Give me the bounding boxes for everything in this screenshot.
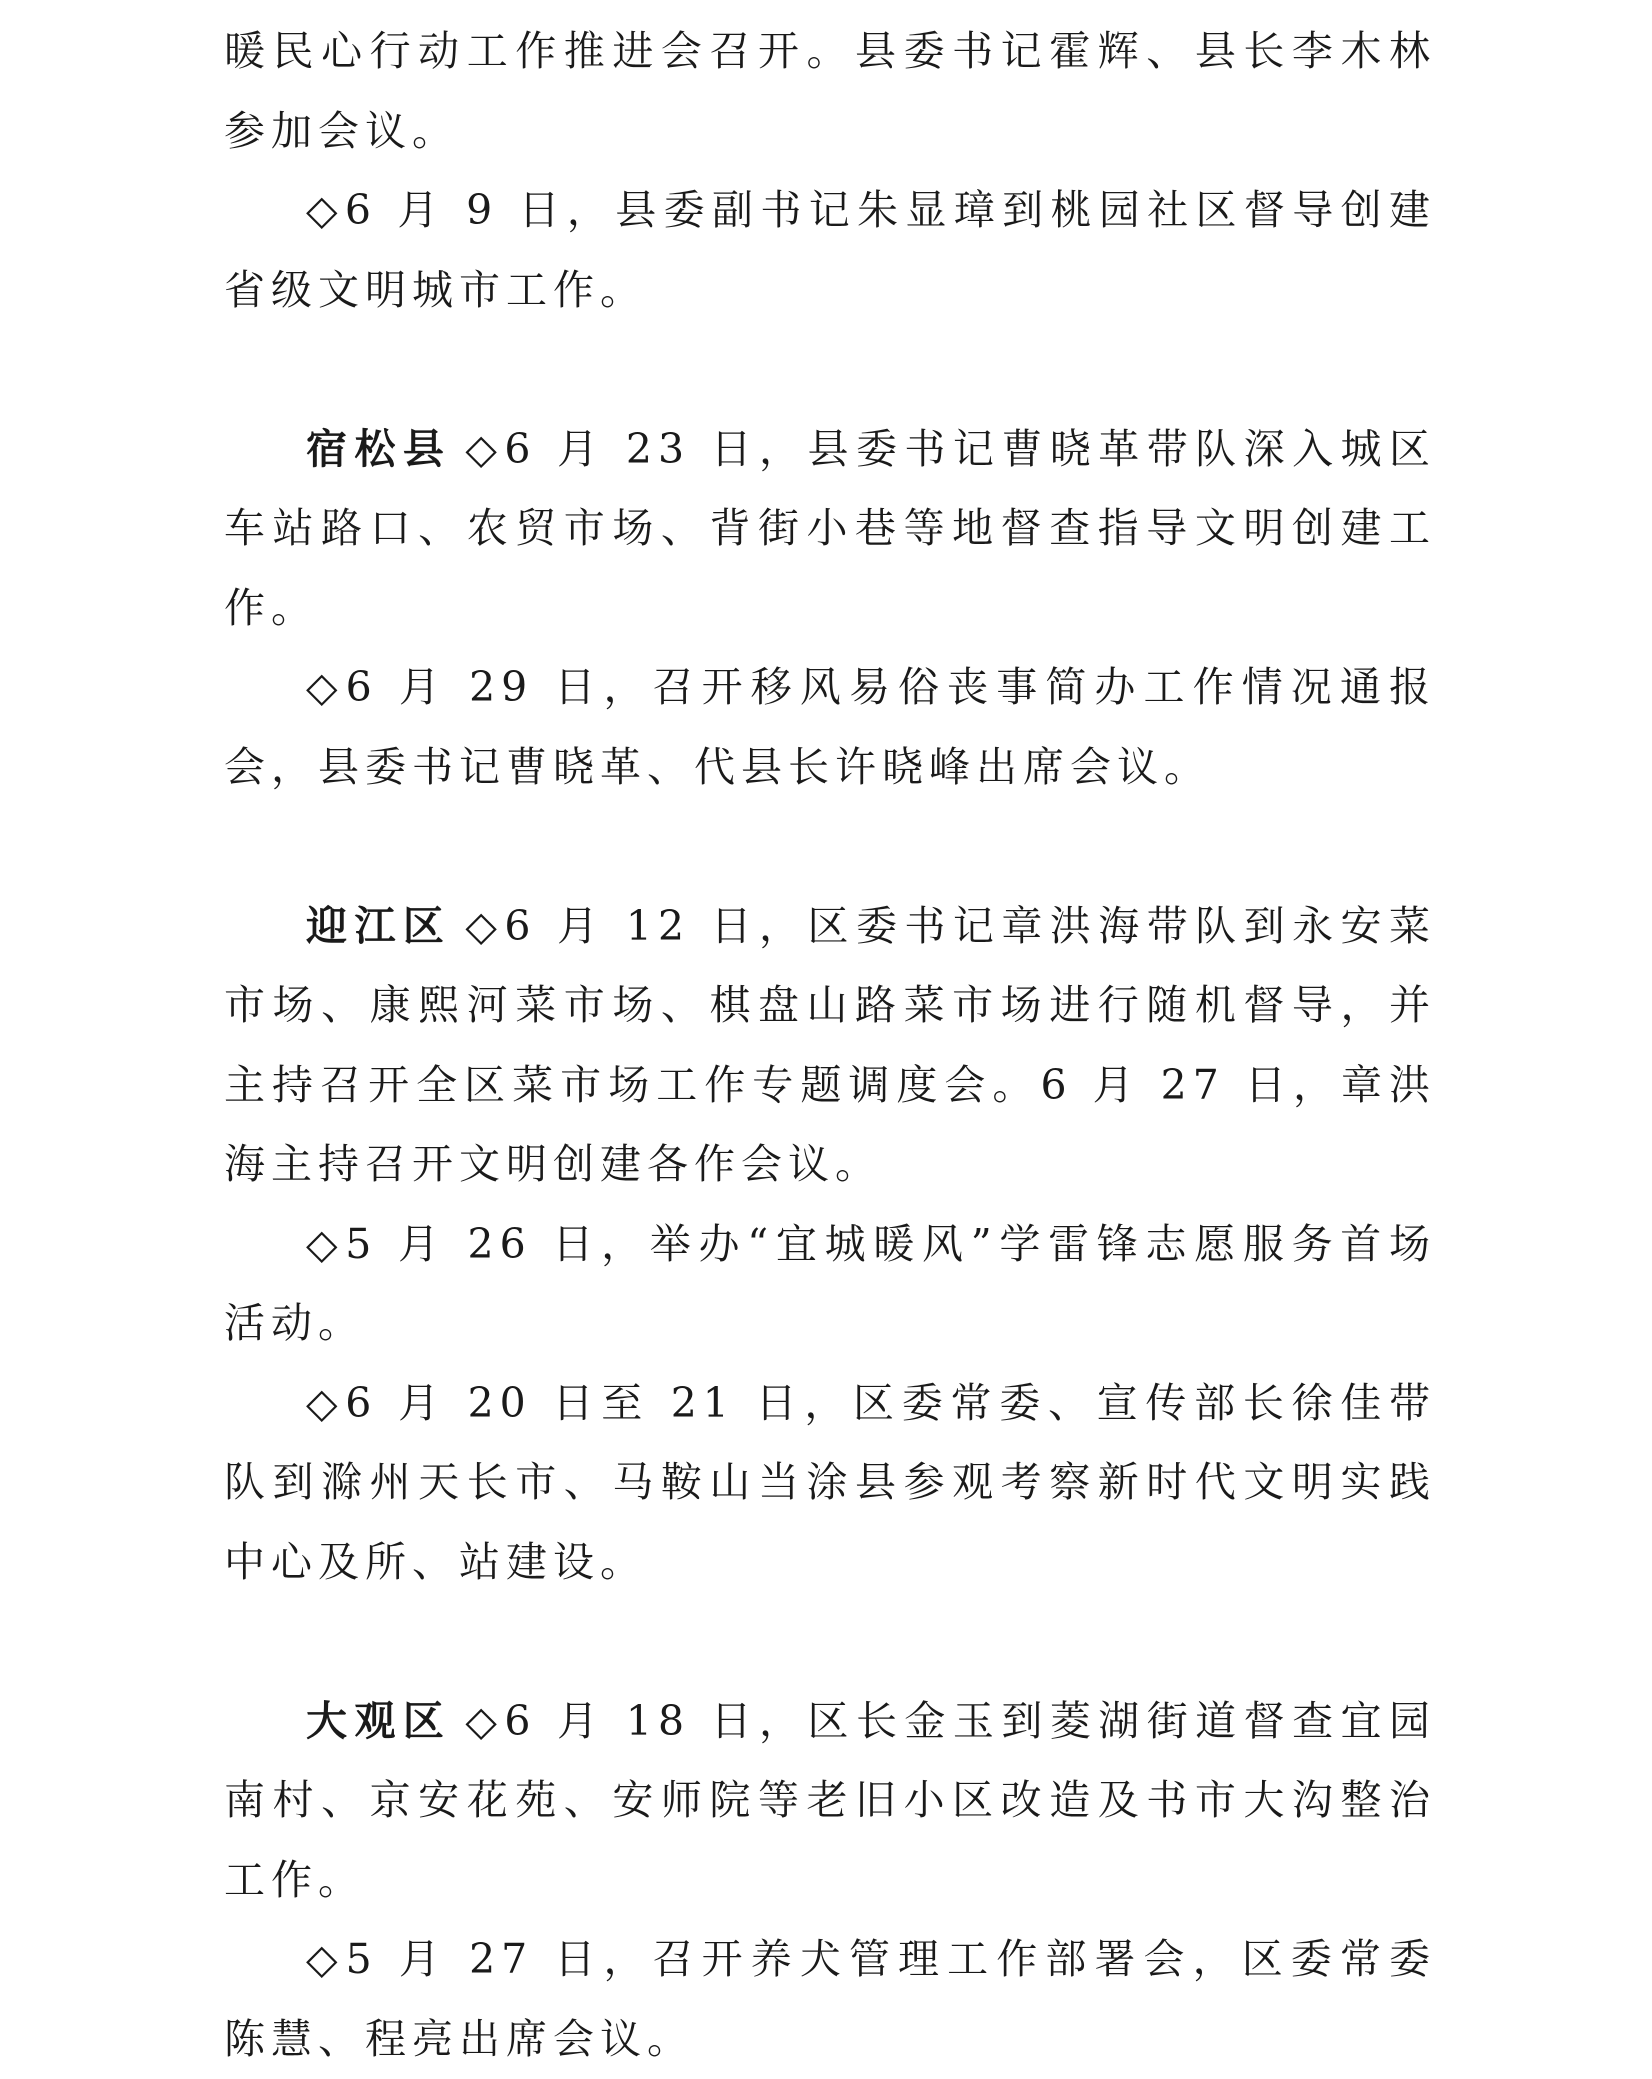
paragraph-1 — [224, 12, 1436, 171]
county-label-yingjiang: 迎江区 — [306, 901, 452, 950]
paragraph-5 — [224, 887, 1436, 1205]
paragraph-7 — [224, 1364, 1436, 1603]
paragraph-7-text: ◇6 月 20 日至 21 日，区委常委、宣传部长徐佳带队到滁州天长市、马鞍山当涂县参观考察新时代文明实践中心及所、站建设。 — [224, 1378, 1436, 1586]
paragraph-6 — [224, 1205, 1436, 1364]
paragraph-2 — [224, 171, 1436, 330]
paragraph-3-text: ◇6 月 23 日，县委书记曹晓革带队深入城区车站路口、农贸市场、背街小巷等地督查指导文明创建工作。 — [224, 424, 1437, 632]
section-gap — [224, 807, 1436, 887]
paragraph-5-text: ◇6 月 12 日，区委书记章洪海带队到永安菜市场、康熙河菜市场、棋盘山路菜市场进行随机督导，并主持召开全区菜市场工作专题调度会。6 月 27 日，章洪海主持召开文明创建各作会议。 — [224, 901, 1437, 1188]
document-body — [224, 12, 1436, 2079]
paragraph-9-text: ◇5 月 27 日，召开养犬管理工作部署会，区委常委陈慧、程亮出席会议。 — [224, 1935, 1436, 2063]
paragraph-4 — [224, 648, 1436, 807]
paragraph-8 — [224, 1682, 1436, 1921]
paragraph-6-text: ◇5 月 26 日，举办“宜城暖风”学雷锋志愿服务首场活动。 — [224, 1219, 1436, 1347]
paragraph-4-text: ◇6 月 29 日，召开移风易俗丧事简办工作情况通报会，县委书记曹晓革、代县长许晓峰出席会议。 — [224, 663, 1436, 791]
section-gap — [224, 330, 1436, 410]
paragraph-9 — [224, 1920, 1436, 2079]
paragraph-2-text: ◇6 月 9 日，县委副书记朱显璋到桃园社区督导创建省级文明城市工作。 — [224, 186, 1436, 314]
paragraph-3 — [224, 410, 1436, 649]
paragraph-8-text: ◇6 月 18 日，区长金玉到菱湖街道督查宜园南村、京安花苑、安师院等老旧小区改造及书市大沟整治工作。 — [224, 1696, 1437, 1904]
paragraph-1-text: 暖民心行动工作推进会召开。县委书记霍辉、县长李木林参加会议。 — [224, 27, 1436, 155]
county-label-susong: 宿松县 — [306, 424, 452, 473]
section-gap — [224, 1602, 1436, 1682]
county-label-daguan: 大观区 — [306, 1696, 452, 1745]
